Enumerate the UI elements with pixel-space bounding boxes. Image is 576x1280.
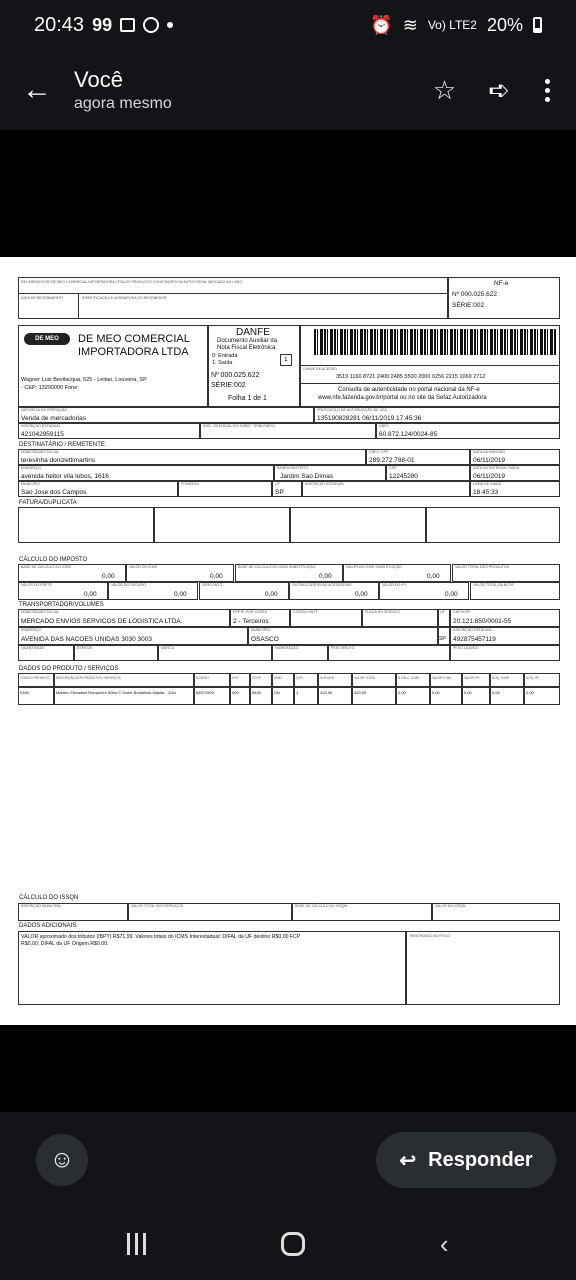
product-header-label: DESCRIÇÃO DOS PRODUTOS / SERVIÇOS xyxy=(56,676,121,680)
dest-saida-label: DATA DA ENTRADA / SAÍDA xyxy=(473,466,520,470)
barcode xyxy=(314,329,556,355)
fisco-label: RESERVADO AO FISCO xyxy=(410,934,451,938)
issqn-cell-label: VALOR TOTAL DOS SERVIÇOS xyxy=(131,904,184,908)
imposto-cell-label: DESCONTO xyxy=(202,583,223,587)
dest-endereco: avenida heitor vila lobos, 1616 xyxy=(21,473,109,480)
transp-name-label: NOME/RAZÃO SOCIAL xyxy=(21,610,60,614)
product-row-value: 420,00 xyxy=(354,690,367,695)
imposto-cell-value: 0,00 xyxy=(265,591,278,598)
danfe-document xyxy=(18,277,560,1007)
transp-cnpj-label: CNPJ/CPF xyxy=(453,610,471,614)
more-vert-icon[interactable] xyxy=(542,79,552,102)
transp-municipio: OSASCO xyxy=(251,636,279,643)
adicionais-info-1: VALOR aproximado dos tributos (IBPT) R$71,99. Valores totais do ICMS Interestadual: DIFAL da UF destino R$0,00 FCP xyxy=(21,934,301,940)
transp-cnpj: 20.121.850/0001-55 xyxy=(453,618,512,625)
dest-emissao-label: DATA DA EMISSÃO xyxy=(473,450,506,454)
product-row-value: 5405 xyxy=(252,690,261,695)
product-row-value: 000 xyxy=(232,690,239,695)
transp-peso-bruto-label: PESO BRUTO xyxy=(331,646,355,650)
cnpj-value: 60.872.124/0024-85 xyxy=(379,431,438,438)
imposto-cell-value: 0,00 xyxy=(445,591,458,598)
product-header-label: ALÍQ. ICMS xyxy=(492,676,510,680)
key-consult-1: Consulta de autenticidade no portal nacional da NF-e xyxy=(338,387,480,393)
fatura-box-3 xyxy=(290,507,426,543)
product-header-label: CÓDIGO PRODUTO xyxy=(20,676,50,680)
dest-endereco-label: ENDEREÇO xyxy=(21,466,42,470)
emitter-address-2: - CEP: 13290000 Fone: xyxy=(21,385,79,391)
product-row-value: 1 xyxy=(296,690,299,695)
status-bar xyxy=(0,0,576,50)
product-row-value: UN xyxy=(274,690,280,695)
imposto-cell-value: 0,00 xyxy=(427,573,440,580)
imposto-cell-label: VALOR DO SEGURO xyxy=(111,583,146,587)
product-header-label: UNID. xyxy=(274,676,283,680)
imposto-cell-label: VALOR TOTAL DOS PRODUTOS xyxy=(455,565,510,569)
reply-icon: ↩ xyxy=(399,1149,417,1172)
issqn-cell-label: BASE DE CÁLCULO DO ISSQN xyxy=(295,904,348,908)
destinatario-section: DESTINATÁRIO / REMETENTE xyxy=(19,442,105,448)
product-header-label: VALOR IPI xyxy=(464,676,480,680)
product-row-value: 0160 xyxy=(20,690,29,695)
imposto-cell-label: VALOR TOTAL DA NOTA xyxy=(473,583,514,587)
dest-cep: 12245280 xyxy=(389,473,418,480)
receipt-nfe: NF-e xyxy=(494,280,509,287)
key-value: 3519 1160 8721 2400 2485 5500 2000 0256 2215 1069 2712 xyxy=(336,374,486,380)
transportador-section: TRANSPORTADOR/VOLUMES xyxy=(19,602,104,608)
fatura-box-1 xyxy=(18,507,154,543)
product-header-label: QTD. xyxy=(296,676,304,680)
notification-count: 99 xyxy=(92,14,113,35)
dest-ie-label: INSCRIÇÃO ESTADUAL xyxy=(305,482,345,486)
product-header-label: CST xyxy=(232,676,239,680)
fisco-box xyxy=(406,931,560,1005)
transp-ie-label: INSCRIÇÃO ESTADUAL xyxy=(453,628,493,632)
imposto-cell-label: BASE DE CÁLCULO DO ICMS SUBSTITUIÇÃO xyxy=(238,565,316,569)
protocolo-label: PROTOCOLO DE AUTORIZAÇÃO DE USO xyxy=(317,408,388,412)
transp-peso-liq-label: PESO LÍQUIDO xyxy=(453,646,479,650)
ie-value: 421042959115 xyxy=(21,431,64,438)
emitter-name-2: IMPORTADORA LTDA xyxy=(78,346,189,358)
product-row-value: 0,00 xyxy=(464,690,472,695)
receipt-ident-label: IDENTIFICAÇÃO E ASSINATURA DO RECEBEDOR xyxy=(82,296,167,300)
adicionais-info-2: R$0,00; DIFAL da UF Origem R$0,00. xyxy=(21,941,109,947)
dest-bairro: Jardim Sao Dimas xyxy=(280,473,334,480)
recent-apps-icon[interactable] xyxy=(127,1233,146,1255)
imposto-cell-label: BASE DE CÁLCULO DO ICMS xyxy=(21,565,71,569)
alarm-icon: ⏰ xyxy=(370,14,393,35)
dest-hora-label: HORA DE SAÍDA xyxy=(473,482,501,486)
home-icon[interactable] xyxy=(281,1232,305,1256)
cnpj-label: CNPJ xyxy=(379,424,389,428)
transp-antt-label: CÓDIGO ANTT xyxy=(293,610,318,614)
dest-cpf: 289.272.788-01 xyxy=(369,457,415,464)
imposto-cell-label: VALOR DO ICMS SUBSTITUIÇÃO xyxy=(346,565,402,569)
transp-uf: SP xyxy=(439,636,446,642)
reply-button[interactable] xyxy=(376,1132,556,1188)
product-header-label: B.CÁLC. ICMS xyxy=(398,676,420,680)
wifi-icon: ≋ xyxy=(402,14,418,35)
transp-ie: 492875457119 xyxy=(453,636,496,643)
product-row-value: 84672900 xyxy=(196,690,214,695)
transp-especie-label: ESPÉCIE xyxy=(77,646,93,650)
star-icon[interactable]: ☆ xyxy=(432,74,457,105)
natureza-value: Venda de mercadorias xyxy=(21,415,87,422)
more-notifications-icon xyxy=(167,22,173,28)
reply-label: Responder xyxy=(428,1148,533,1171)
transp-endereco: AVENIDA DAS NACOES UNIDAS 3030 3003 xyxy=(21,636,153,643)
back-nav-icon[interactable]: ‹ xyxy=(439,1228,449,1259)
transp-marca-label: MARCA xyxy=(161,646,174,650)
chat-subtitle: agora mesmo xyxy=(74,95,172,112)
reply-bar xyxy=(0,1112,576,1208)
adicionais-section: DADOS ADICIONAIS xyxy=(19,923,77,929)
dest-name-label: NOME/RAZÃO SOCIAL xyxy=(21,450,60,454)
dest-bairro-label: BAIRRO/DISTRITO xyxy=(277,466,309,470)
signal-icon: Vo) LTE2 xyxy=(427,18,477,32)
fatura-section: FATURA/DUPLICATA xyxy=(19,500,77,506)
arrow-left-icon[interactable]: ← xyxy=(22,73,52,106)
dest-cpf-label: CNPJ / CPF xyxy=(369,450,389,454)
product-row-value: 420,00 xyxy=(320,690,333,695)
imposto-cell-value: 0,00 xyxy=(84,591,97,598)
product-row-value: Martelo Fenwater Rompedor 50kw C Motor Brushless Makita - 110v xyxy=(56,690,177,695)
fatura-box-2 xyxy=(154,507,290,543)
danfe-subtitle-2: Nota Fiscal Eletrônica xyxy=(217,345,276,351)
receipt-number: Nº 000.025.622 xyxy=(452,291,498,298)
gallery-icon xyxy=(120,18,135,32)
imposto-cell-label: OUTRAS DESPESAS ACESSÓRIAS xyxy=(292,583,352,587)
forward-icon[interactable]: ➪ xyxy=(488,74,510,105)
transp-name: MERCADO ENVIOS SERVICOS DE LOGISTICA LTDA. xyxy=(21,618,183,625)
emitter-name-1: DE MEO COMERCIAL xyxy=(78,333,190,345)
imposto-cell-label: VALOR DO ICMS xyxy=(129,565,158,569)
issqn-cell-label: VALOR DO ISSQN xyxy=(435,904,466,908)
system-nav-bar xyxy=(0,1208,576,1280)
product-header-label: VALOR TOTAL xyxy=(354,676,376,680)
ie-st-label: INSC. ESTADUAL DO SUBST. TRIBUTÁRIO xyxy=(203,424,275,428)
issqn-section: CÁLCULO DO ISSQN xyxy=(19,895,79,901)
receipt-notice: RECEBEMOS DE DE MEO COMERCIAL IMPORTADORA LTDA OS PRODUTOS CONSTANTES DA NOTA FISCAL INDICADO AO LADO xyxy=(21,280,243,284)
app-bar xyxy=(0,50,576,130)
product-row-value: 0,00 xyxy=(526,690,534,695)
receipt-date-label: DATA DE RECEBIMENTO xyxy=(21,296,64,300)
transp-uf-label: UF xyxy=(440,610,445,614)
chat-title[interactable]: Você xyxy=(74,67,123,92)
imposto-cell-value: 0,00 xyxy=(355,591,368,598)
dest-municipio: Sao Jose dos Campos xyxy=(21,489,87,496)
receipt-serie: SÉRIE:002 xyxy=(452,302,485,309)
status-time: 20:43 xyxy=(34,13,85,36)
whatsapp-icon xyxy=(143,17,159,33)
danfe-number: Nº 000.025.622 xyxy=(211,372,260,379)
imposto-cell-value: 0,00 xyxy=(210,573,223,580)
product-header-label: ALÍQ. IPI xyxy=(526,676,539,680)
danfe-serie: SÉRIE:002 xyxy=(211,382,246,389)
dest-name: teresinha donizettimartins xyxy=(21,457,96,464)
dest-fone-label: FONE/FAX xyxy=(181,482,199,486)
dest-emissao: 06/11/2019 xyxy=(473,457,506,464)
product-row-value: 0,00 xyxy=(398,690,406,695)
product-header-label: NCM/SH xyxy=(196,676,209,680)
key-label: CHAVE DE ACESSO xyxy=(303,367,337,371)
product-header-label: CFOP xyxy=(252,676,261,680)
company-logo: DE MEO xyxy=(24,333,70,345)
ie-label: INSCRIÇÃO ESTADUAL xyxy=(21,424,61,428)
dest-cep-label: CEP xyxy=(389,466,397,470)
danfe-entrada: 0: Entrada xyxy=(212,353,238,359)
emoji-add-icon[interactable]: ☺ xyxy=(36,1134,88,1186)
transp-endereco-label: ENDEREÇO xyxy=(21,628,42,632)
dest-saida: 06/11/2019 xyxy=(473,473,506,480)
dest-uf-label: UF xyxy=(275,482,280,486)
imposto-cell-value: 0,00 xyxy=(102,573,115,580)
product-header-label: VALOR ICMS xyxy=(432,676,452,680)
imposto-section: CÁLCULO DO IMPOSTO xyxy=(19,557,88,563)
imposto-cell-label: VALOR DO IPI xyxy=(382,583,406,587)
produtos-section: DADOS DO PRODUTO / SERVIÇOS xyxy=(19,666,119,672)
battery-percent: 20% xyxy=(486,14,523,35)
fatura-box-4 xyxy=(426,507,560,543)
natureza-label: NATUREZA DA OPERAÇÃO xyxy=(21,408,68,412)
imposto-cell-value: 0,00 xyxy=(174,591,187,598)
danfe-tipo: 1 xyxy=(284,356,288,363)
dest-hora: 18:45:33 xyxy=(473,489,499,496)
transp-marca-box xyxy=(158,645,272,661)
danfe-title: DANFE xyxy=(236,327,270,338)
battery-icon xyxy=(533,17,542,33)
imposto-cell-label: VALOR DO FRETE xyxy=(21,583,53,587)
transp-placa-label: PLACA DO VEÍCULO xyxy=(365,610,400,614)
issqn-cell-label: INSCRIÇÃO MUNICIPAL xyxy=(21,904,62,908)
emitter-address-1: Wagner Luiz Bevilacqua, 525 - Leitao, Louveira, SP xyxy=(21,377,147,383)
product-row-value: 0,00 xyxy=(492,690,500,695)
transp-qtd-label: QUANTIDADE xyxy=(21,646,45,650)
imposto-cell-value: 0,00 xyxy=(319,573,332,580)
transp-frete-label: FRETE POR CONTA xyxy=(233,610,267,614)
danfe-subtitle-1: Documento Auxiliar da xyxy=(217,338,278,344)
invoice-image[interactable] xyxy=(0,257,576,1025)
key-consult-2: www.nfe.fazenda.gov.br/portal ou no site da Sefaz Autorizadora xyxy=(318,395,487,401)
transp-numeracao-label: NUMERAÇÃO xyxy=(275,646,299,650)
danfe-saida: 1: Saída xyxy=(212,360,233,366)
transp-municipio-label: MUNICÍPIO xyxy=(251,628,270,632)
dest-municipio-label: MUNICÍPIO xyxy=(21,482,40,486)
danfe-folha: Folha 1 de 1 xyxy=(228,395,267,402)
dest-uf: SP xyxy=(275,489,284,496)
protocolo-value: 135190828281 06/11/2019 17:45:36 xyxy=(317,415,422,422)
product-row-value: 0,00 xyxy=(432,690,440,695)
product-header-label: VLR.UNIT. xyxy=(320,676,336,680)
transp-frete: 2 - Terceiros xyxy=(233,618,269,625)
